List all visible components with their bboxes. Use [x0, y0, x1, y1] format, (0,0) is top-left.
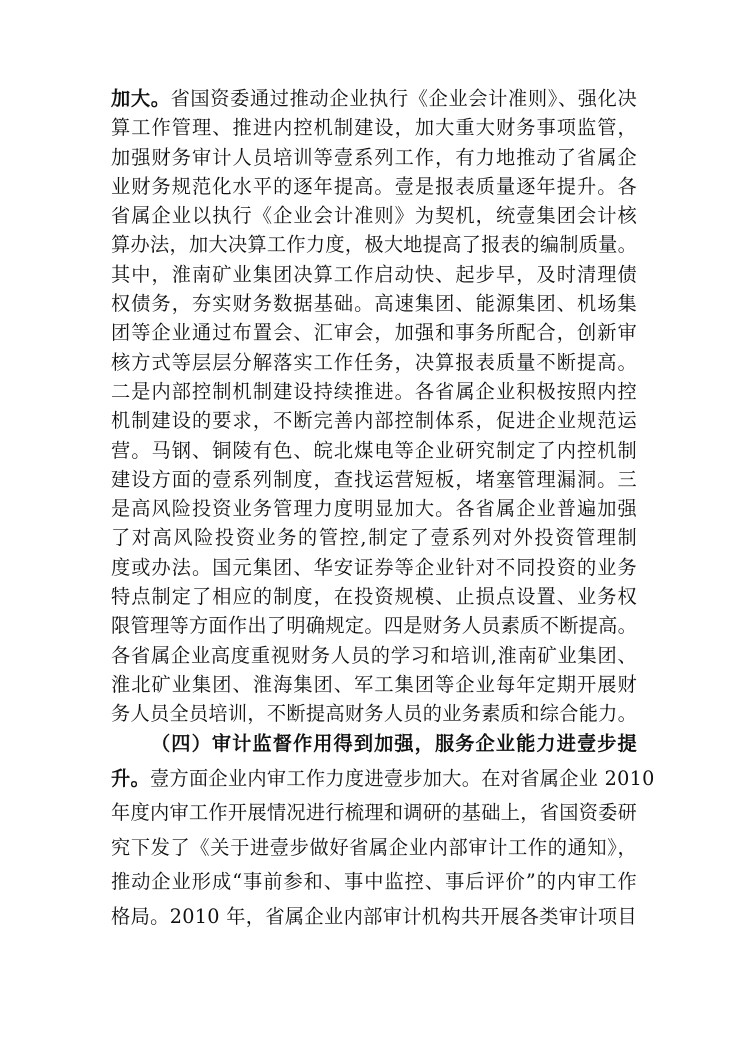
text-line: 限管理等方面作出了明确规定。四是财务人员素质不断提高。 [111, 614, 638, 638]
lead-bold-text: 加大。 [111, 87, 171, 110]
text-line: 加大。省国资委通过推动企业执行《企业会计准则》、强化决 [111, 87, 637, 110]
text-line: 其中，淮南矿业集团决算工作启动快、起步早，及时清理债 [111, 262, 637, 286]
text-line: 特点制定了相应的制度，在投资规模、止损点设置、业务权 [111, 585, 637, 609]
text-line: 各省属企业高度重视财务人员的学习和培训,淮南矿业集团、 [111, 643, 637, 667]
heading-end-text: 升。 [111, 766, 150, 790]
text-line: 机制建设的要求，不断完善内部控制体系，促进企业规范运 [111, 409, 637, 433]
paragraph-audit-supervision [111, 727, 655, 934]
text-line: 算工作管理、推进内控机制建设，加大重大财务事项监管， [111, 116, 637, 140]
text-line: 核方式等层层分解落实工作任务，决算报表质量不断提高。 [111, 350, 637, 374]
text-line: 建设方面的壹系列制度，查找运营短板，堵塞管理漏洞。三 [111, 467, 637, 491]
text-line: 年度内审工作开展情况进行梳理和调研的基础上，省国资委研 [111, 801, 638, 824]
text-line: 业财务规范化水平的逐年提高。壹是报表质量逐年提升。各 [111, 174, 637, 198]
text-line: 算办法，加大决算工作力度，极大地提高了报表的编制质量。 [111, 233, 638, 257]
text-line: 格局。2010 年，省属企业内部审计机构共开展各类审计项目 [111, 904, 637, 928]
text-line: 二是内部控制机制建设持续推进。各省属企业积极按照内控 [111, 379, 637, 403]
text-line: 升。壹方面企业内审工作力度进壹步加大。在对省属企业 2010 [111, 766, 655, 790]
text-line: 省属企业以执行《企业会计准则》为契机，统壹集团会计核 [111, 204, 637, 228]
section-heading: （四）审计监督作用得到加强，服务企业能力进壹步提 [151, 732, 637, 755]
paragraph-financial-management [111, 84, 637, 729]
text-line: 究下发了《关于进壹步做好省属企业内部审计工作的通知》， [111, 835, 637, 859]
text-line: 是高风险投资业务管理力度明显加大。各省属企业普遍加强 [111, 497, 637, 521]
text-line: 淮北矿业集团、淮海集团、军工集团等企业每年定期开展财 [111, 672, 637, 696]
text-line: 推动企业形成“事前参和、事中监控、事后评价”的内审工作 [111, 870, 637, 893]
text-line: 权债务，夯实财务数据基础。高速集团、能源集团、机场集 [111, 292, 637, 316]
text-line: 加强财务审计人员培训等壹系列工作，有力地推动了省属企 [111, 145, 637, 169]
text-line: 营。马钢、铜陵有色、皖北煤电等企业研究制定了内控机制 [111, 438, 637, 462]
text-line: 度或办法。国元集团、华安证券等企业针对不同投资的业务 [111, 555, 637, 579]
text-line: 了对高风险投资业务的管控,制定了壹系列对外投资管理制 [111, 526, 637, 550]
text-line: 务人员全员培训，不断提高财务人员的业务素质和综合能力。 [111, 702, 638, 726]
text-line: 团等企业通过布置会、汇审会，加强和事务所配合，创新审 [111, 321, 637, 345]
